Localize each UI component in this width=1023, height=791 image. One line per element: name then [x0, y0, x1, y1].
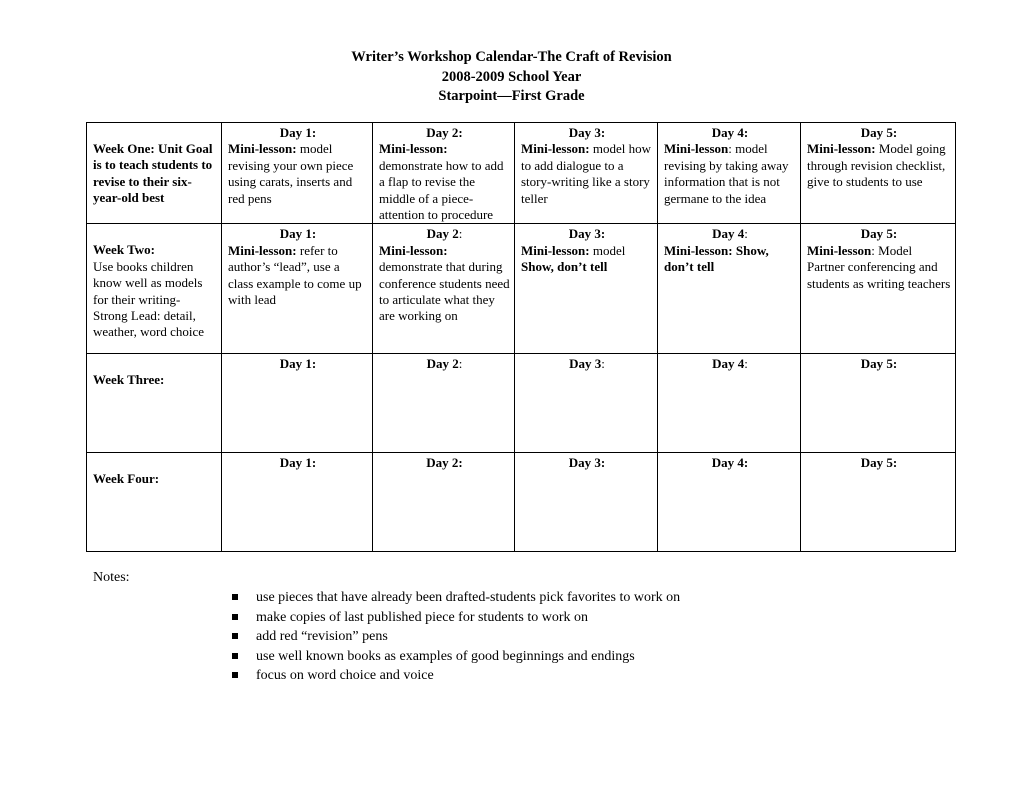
day-heading: Day 2 — [426, 226, 459, 242]
day-colon: : — [600, 125, 606, 140]
document-title: Writer’s Workshop Calendar-The Craft of Revision — [351, 49, 672, 65]
square-bullet-icon — [232, 633, 238, 639]
day-cell — [515, 354, 658, 453]
table-row — [87, 123, 956, 224]
week-label-bold: Week One: Unit Goal is to teach students to revise to their six-year-old best — [93, 141, 213, 206]
mini-lesson-label: Mini-lesson: — [379, 141, 448, 157]
day-colon: : — [311, 226, 317, 242]
day-colon: : — [743, 125, 749, 140]
day-cell — [515, 453, 658, 552]
day-cell — [801, 453, 956, 552]
week-label-cell — [87, 123, 222, 224]
day-colon: : — [311, 125, 317, 140]
day-heading: Day 3 — [568, 455, 601, 471]
lesson-text: model — [589, 242, 626, 258]
week-label-text: Use books children know well as models for their writing- Strong Lead: detail, weather, word choice — [93, 258, 205, 340]
square-bullet-icon — [232, 594, 238, 600]
day-colon: : — [311, 356, 317, 372]
notes-list — [231, 588, 680, 686]
note-text: use well known books as examples of good beginnings and endings — [256, 648, 635, 664]
day-colon: : — [892, 125, 898, 140]
day-cell — [801, 123, 956, 224]
notes-label: Notes: — [93, 570, 130, 585]
day-cell — [373, 123, 515, 224]
day-cell — [658, 453, 801, 552]
day-heading: Day 2 — [426, 455, 459, 471]
day-cell — [373, 224, 515, 354]
day-cell — [658, 354, 801, 453]
mini-lesson-label: Mini-lesson: — [379, 242, 448, 258]
day-cell — [515, 224, 658, 354]
day-colon: : — [458, 455, 463, 471]
day-heading: Day 4 — [712, 356, 745, 372]
day-colon: : — [744, 226, 748, 242]
day-cell — [658, 123, 801, 224]
day-heading: Day 4 — [711, 125, 744, 140]
mini-lesson-label: Mini-lesson: — [664, 242, 733, 258]
lesson-text: model how to add dialogue to a story-writing like a story teller — [521, 141, 652, 206]
week-label-cell — [87, 354, 222, 453]
day-colon: : — [458, 125, 463, 140]
day-cell — [222, 453, 373, 552]
day-heading: Day 5 — [860, 226, 893, 242]
mini-lesson-label: Mini-lesson: — [228, 141, 297, 157]
document-header — [0, 48, 1023, 107]
week-label-bold: Week Three: — [93, 372, 165, 388]
day-heading: Day 1 — [279, 125, 312, 140]
note-text: use pieces that have already been drafted-students pick favorites to work on — [256, 590, 681, 605]
day-cell — [222, 224, 373, 354]
day-cell — [515, 123, 658, 224]
list-item — [231, 608, 680, 628]
week-label-bold: Week Four: — [93, 471, 160, 487]
mini-lesson-label: Mini-lesson: — [228, 242, 297, 258]
square-bullet-icon — [232, 672, 238, 678]
note-text: make copies of last published piece for students to work on — [256, 609, 589, 625]
day-cell — [801, 224, 956, 354]
note-text: focus on word choice and voice — [256, 668, 434, 683]
week-label-bold: Week Two: — [93, 242, 155, 258]
table-row — [87, 224, 956, 354]
day-colon: : — [458, 356, 463, 372]
day-heading: Day 5 — [860, 125, 893, 140]
mini-lesson-label: Mini-lesson: — [807, 141, 876, 157]
day-cell — [658, 224, 801, 354]
day-cell — [801, 354, 956, 453]
day-heading: Day 4 — [711, 455, 744, 471]
day-heading: Day 2 — [426, 125, 459, 140]
day-colon: : — [458, 226, 463, 242]
day-cell — [373, 354, 515, 453]
day-heading: Day 5 — [860, 455, 893, 471]
table-row — [87, 453, 956, 552]
day-cell — [373, 453, 515, 552]
list-item — [231, 666, 680, 686]
list-item — [231, 627, 680, 647]
lesson-text: demonstrate that during conference students need to articulate what they are working on — [379, 259, 510, 324]
lesson-text: Model going through revision checklist, give to students to use — [807, 141, 946, 190]
day-colon: : — [601, 356, 605, 372]
day-heading: Day 3 — [568, 226, 601, 242]
square-bullet-icon — [232, 653, 238, 659]
day-colon: : — [600, 455, 606, 471]
day-heading: Day 5 — [860, 356, 893, 372]
workshop-calendar-table — [86, 122, 956, 552]
day-heading: Day 1 — [279, 226, 312, 242]
lesson-text: : model revising by taking away information that is not germane to the idea — [664, 141, 789, 206]
note-text: add red “revision” pens — [256, 629, 388, 644]
list-item — [231, 647, 680, 667]
mini-lesson-label: Mini-lesson: — [521, 242, 590, 258]
day-heading: Day 2 — [426, 356, 459, 372]
lesson-text: demonstrate how to add a flap to revise the middle of a piece- attention to procedure — [379, 157, 504, 223]
lesson-text: model revising your own piece using carats, inserts and red pens — [228, 141, 354, 206]
mini-lesson-label: Mini-lesson — [664, 141, 729, 157]
lesson-text: : Model Partner conferencing and students as writing teachers — [807, 242, 951, 291]
lesson-emphasis: Show, don’t tell — [664, 242, 769, 275]
school-grade: Starpoint—First Grade — [438, 88, 585, 104]
day-colon: : — [892, 455, 898, 471]
lesson-emphasis: Show, don’t tell — [521, 259, 608, 275]
day-heading: Day 1 — [279, 356, 312, 372]
week-label-cell — [87, 224, 222, 354]
list-item — [231, 588, 680, 608]
day-colon: : — [743, 455, 749, 471]
day-heading: Day 1 — [279, 455, 312, 471]
day-colon: : — [311, 455, 317, 471]
day-heading: Day 3 — [568, 125, 601, 140]
lesson-text: refer to author’s “lead”, use a class example to come up with lead — [228, 242, 362, 308]
school-year: 2008-2009 School Year — [441, 68, 582, 85]
day-heading: Day 4 — [712, 226, 745, 242]
day-colon: : — [892, 226, 898, 242]
day-colon: : — [600, 226, 606, 242]
week-label-cell — [87, 453, 222, 552]
day-colon: : — [744, 356, 748, 372]
mini-lesson-label: Mini-lesson: — [521, 141, 590, 157]
day-cell — [222, 123, 373, 224]
day-colon: : — [892, 356, 898, 372]
day-heading: Day 3 — [569, 356, 602, 372]
mini-lesson-label: Mini-lesson — [807, 242, 872, 258]
square-bullet-icon — [232, 614, 238, 620]
day-cell — [222, 354, 373, 453]
table-row — [87, 354, 956, 453]
